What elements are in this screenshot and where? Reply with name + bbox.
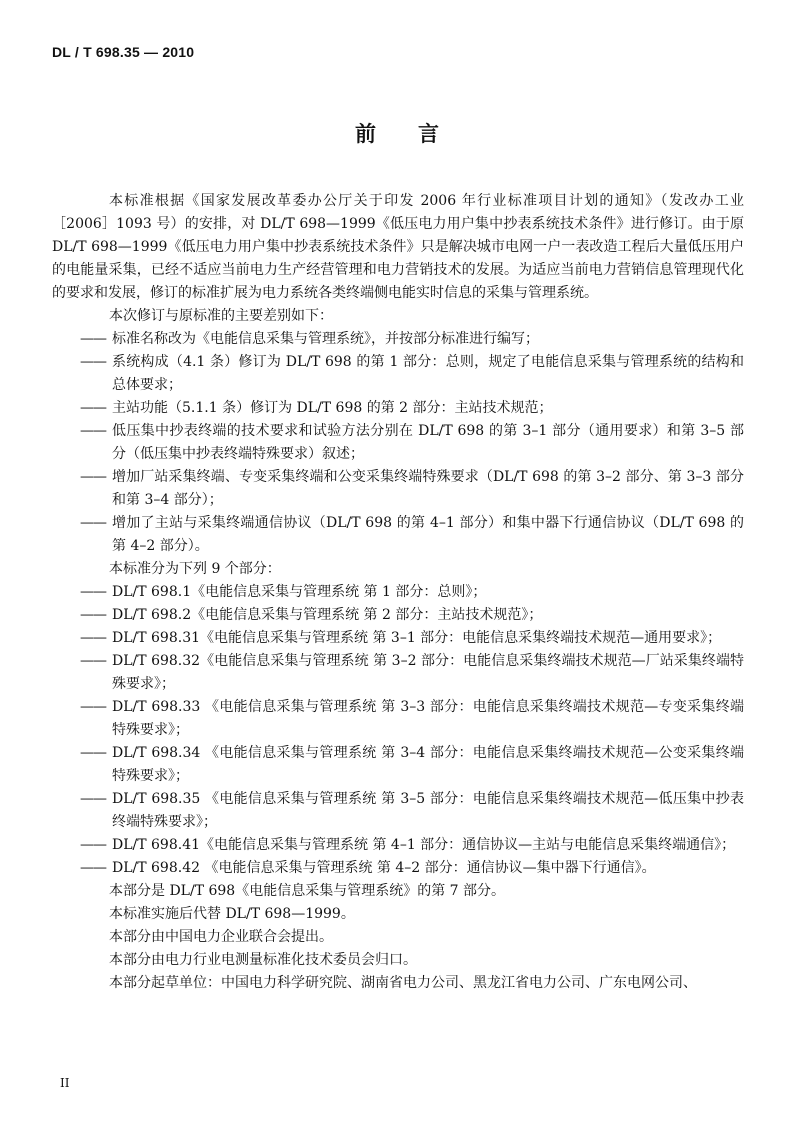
list-item-text: DL/T 698.31《电能信息采集与管理系统 第 3–1 部分：电能信息采集终端技术规范—通用要求》；: [112, 630, 722, 646]
dash-marker: ——: [80, 515, 106, 531]
list-item: [80, 604, 744, 627]
list-item: [80, 397, 744, 420]
page-title: [0, 118, 794, 148]
title-char-1: 前: [355, 122, 376, 146]
dash-marker: ——: [80, 699, 106, 715]
list-item: [80, 420, 744, 466]
dash-marker: ——: [80, 860, 106, 876]
changes-heading: 本次修订与原标准的主要差别如下：: [109, 308, 333, 324]
closing-line: 本部分由电力行业电测量标准化技术委员会归口。: [109, 952, 417, 968]
dash-marker: ——: [80, 791, 106, 807]
page-number: II: [60, 1076, 70, 1090]
list-item-text: 主站功能（5.1.1 条）修订为 DL/T 698 的第 2 部分：主站技术规范；: [112, 400, 553, 416]
dash-marker: ——: [80, 469, 106, 485]
list-item-text: DL/T 698.32《电能信息采集与管理系统 第 3–2 部分：电能信息采集终端技术规范—厂站采集终端特殊要求》；: [112, 653, 744, 692]
list-item: [80, 466, 744, 512]
list-item-text: DL/T 698.35 《电能信息采集与管理系统 第 3–5 部分：电能信息采集终端技术规范—低压集中抄表终端特殊要求》；: [112, 791, 744, 830]
list-item: [80, 581, 744, 604]
title-char-2: 言: [418, 122, 439, 146]
dash-marker: ——: [80, 331, 106, 347]
parts-heading: 本标准分为下列 9 个部分：: [109, 561, 281, 577]
list-item: [80, 857, 744, 880]
parts-list: [80, 581, 744, 880]
closing-line: 本部分是 DL/T 698《电能信息采集与管理系统》的第 7 部分。: [109, 883, 506, 899]
dash-marker: ——: [80, 745, 106, 761]
list-item: [80, 627, 744, 650]
dash-marker: ——: [80, 354, 106, 370]
dash-marker: ——: [80, 423, 106, 439]
list-item: [80, 696, 744, 742]
document-body: [52, 190, 745, 995]
list-item: [80, 788, 744, 834]
standard-number: DL / T 698.35 — 2010: [52, 44, 195, 60]
list-item: [80, 834, 744, 857]
list-item-text: DL/T 698.33 《电能信息采集与管理系统 第 3–3 部分：电能信息采集终端技术规范—专变采集终端特殊要求》；: [112, 699, 744, 738]
closing-line: 本标准实施后代替 DL/T 698—1999。: [109, 906, 355, 922]
dash-marker: ——: [80, 584, 106, 600]
list-item-text: DL/T 698.2《电能信息采集与管理系统 第 2 部分：主站技术规范》；: [112, 607, 543, 623]
list-item-text: 标准名称改为《电能信息采集与管理系统》，并按部分标准进行编写；: [112, 331, 539, 347]
list-item-text: DL/T 698.34 《电能信息采集与管理系统 第 3–4 部分：电能信息采集终端技术规范—公变采集终端特殊要求》；: [112, 745, 744, 784]
list-item-text: DL/T 698.41《电能信息采集与管理系统 第 4–1 部分：通信协议—主站与电能信息采集终端通信》；: [112, 837, 736, 853]
list-item-text: DL/T 698.42 《电能信息采集与管理系统 第 4–2 部分：通信协议—集中器下行通信》。: [112, 860, 656, 876]
list-item-text: DL/T 698.1《电能信息采集与管理系统 第 1 部分：总则》；: [112, 584, 487, 600]
list-item-text: 低压集中抄表终端的技术要求和试验方法分别在 DL/T 698 的第 3–1 部分（通用要求）和第 3–5 部分（低压集中抄表终端特殊要求）叙述；: [112, 423, 744, 462]
intro-paragraph: 本标准根据《国家发展改革委办公厅关于印发 2006 年行业标准项目计划的通知》（发改办工业［2006］1093 号）的安排，对 DL/T 698—1999《低压电力用户集中抄表系统技术条件》进行修订。由于原 DL/T 698—1999《低压电力用户集中抄表系统技术条件》只是解决城市电网一户一表改造工程后大量低压用户的电能量采集，已经不适应当前电力生产经营管理和电力营销技术的发展。为适应当前电力营销信息管理现代化的要求和发展，修订的标准扩展为电力系统各类终端侧电能实时信息的采集与管理系统。: [52, 193, 744, 301]
dash-marker: ——: [80, 607, 106, 623]
list-item-text: 增加了主站与采集终端通信协议（DL/T 698 的第 4–1 部分）和集中器下行通信协议（DL/T 698 的第 4–2 部分）。: [112, 515, 745, 554]
list-item: [80, 650, 744, 696]
changes-list: [80, 328, 744, 558]
list-item: [80, 351, 744, 397]
list-item: [80, 328, 744, 351]
list-item-text: 增加厂站采集终端、专变采集终端和公变采集终端特殊要求（DL/T 698 的第 3–2 部分、第 3–3 部分和第 3–4 部分）；: [112, 469, 744, 508]
closing-line: 本部分由中国电力企业联合会提出。: [109, 929, 333, 945]
dash-marker: ——: [80, 630, 106, 646]
dash-marker: ——: [80, 837, 106, 853]
list-item-text: 系统构成（4.1 条）修订为 DL/T 698 的第 1 部分：总则，规定了电能信息采集与管理系统的结构和总体要求；: [112, 354, 744, 393]
closing-line: 本部分起草单位：中国电力科学研究院、湖南省电力公司、黑龙江省电力公司、广东电网公司、: [109, 975, 697, 991]
list-item: [80, 512, 744, 558]
list-item: [80, 742, 744, 788]
dash-marker: ——: [80, 653, 106, 669]
dash-marker: ——: [80, 400, 106, 416]
